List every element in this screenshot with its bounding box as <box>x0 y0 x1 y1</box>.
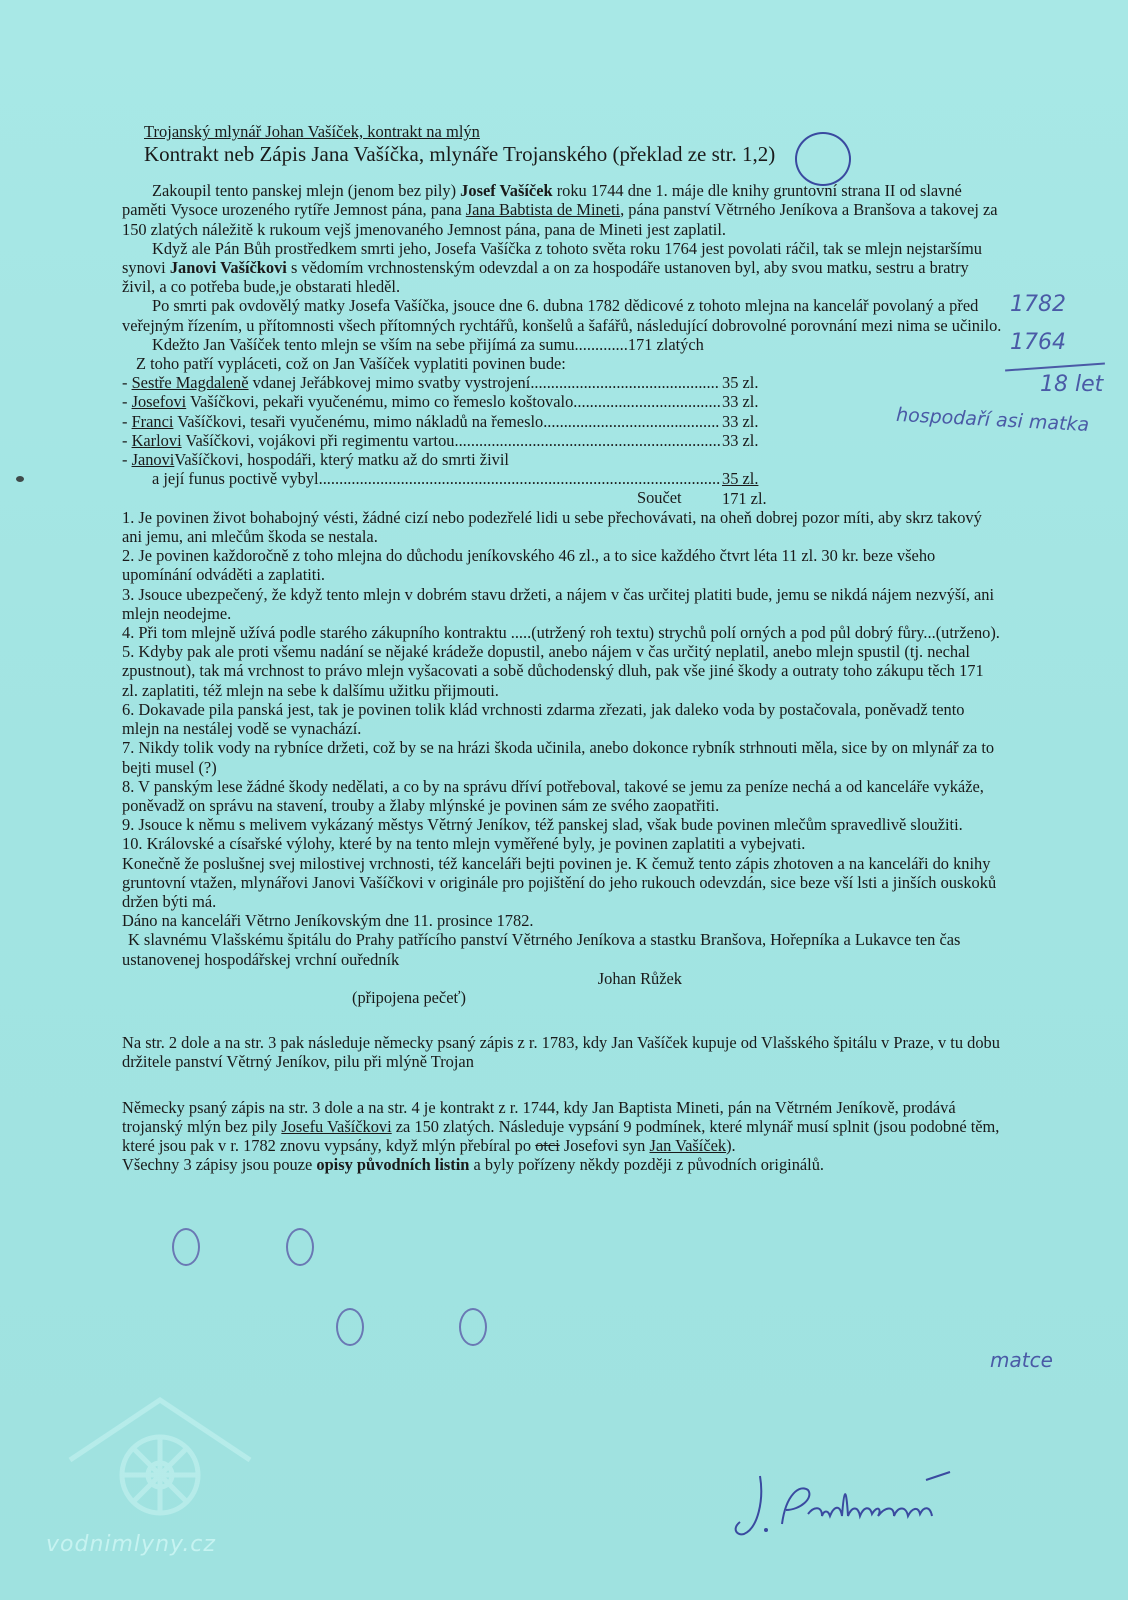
handwritten-remark: hospodaří asi matka <box>895 403 1090 437</box>
closing-office: K slavnému Vlašskému špitálu do Prahy patřícího panství Větrného Jeníkova a stastku Branšova, Hořepníka a Lukavce ten čas ustanovenej hospodářskej vrchní ouředník <box>122 930 961 969</box>
document-subtitle: Trojanský mlynář Johan Vašíček, kontrakt na mlýn <box>144 122 480 141</box>
intro-paragraph-2: Když ale Pán Bůh prostředkem smrti jeho, Josefa Vašíčka z tohoto světa roku 1764 jest povolati ráčil, tak se mlejn nejstaršímu synovi Janovi Vašíčkovi s vědomím vrchnostenským odevzdal a on za hospodáře ustanoven byl, aby svou matku, sestru a bratry živil, a co potřeba bude,je obstarati hleděl. <box>122 238 982 297</box>
document-title: Kontrakt neb Zápis Jana Vašíčka, mlynáře Trojanského (překlad ze str. 1,2) <box>144 142 776 167</box>
handwritten-signature <box>730 1470 970 1550</box>
intro-paragraph-3: Po smrti pak ovdovělý matky Josefa Vašíčka, jsouce dne 6. dubna 1782 dědicové z tohoto mlejna na kancelář povolaný a před veřejným řízením, u přítomnosti všech přítomných rychtářů, konšelů a šafářů, následující dobrovolné porovnání mezi nima se učinilo. <box>122 296 1002 335</box>
payment-row-last-cont: a její funus poctivě vybyl ..... 35 zl. <box>122 469 772 488</box>
document-body <box>122 122 1002 1174</box>
condition-item: 4. Při tom mlejně užívá podle starého zákupního kontraktu .....(utržený roh textu) strychů polí orných a pod půl dobrý fůry...(utrženo). <box>122 623 1000 643</box>
watermark-text: vodnimlyny.cz <box>46 1532 216 1557</box>
handwritten-year-1782: 1782 <box>1010 292 1066 317</box>
intro-paragraph-1: Zakoupil tento panskej mlejn (jenom bez pily) Josef Vašíček roku 1744 dne 1. máje dle knihy gruntovní strana II od slavné paměti Vysoce urozeného rytíře Jemnost pána, pana Jana Babtista de Mineti, pána panství Větrného Jeníkova a Branšova a takovej za 150 zlatých náležitě k rukoum vejš jmenovaného Jemnost pána, pana de Mineti jest zaplatil. <box>122 181 998 239</box>
condition-item: 2. Je povinen každoročně z toho mlejna do důchodu jeníkovského 46 zl., a to sice každého čtvrt léta 11 zl. 30 kr. beze všeho upomínání odváděti a zaplatiti. <box>122 546 936 585</box>
payment-row-last: - JanoviVašíčkovi, hospodáři, který matku až do smrti živil <box>122 450 509 470</box>
page-ref-circle <box>795 132 851 186</box>
condition-item: 3. Jsouce ubezpečený, že když tento mlejn v dobrém stavu držeti, a nájem v čas určitej platiti bude, jemu se nikdá nájem nezvýší, ani mlejn neodejme. <box>122 584 995 623</box>
conditions-list <box>122 508 1002 854</box>
intro-paragraph-5: Z toho patří vypláceti, což on Jan Vašíček vyplatiti povinen bude: <box>136 354 566 374</box>
sum-value-row: 171 zl. <box>722 488 767 508</box>
condition-item: 5. Kdyby pak ale proti všemu nadání se nějaké krádeže dopustil, anebo nájem v čas určitý neplatil, anebo mlejn spustil (tj. nechal zpustnout), tak má vrchnost to právo mlejn vyšacovati a sobě důchodenský dluh, pak vše jiné škody a outraty toho zákupu těch 171 zl. zaplatiti, též mlejn na sebe k dalšímu užitku přijmouti. <box>122 642 984 700</box>
sum-row: Součet <box>637 488 682 508</box>
page-ref-circle-2 <box>172 1228 200 1266</box>
payment-row: - Sestře Magdaleně vdanej Jeřábkovej mimo svatby vystrojení ..... 35 zl. <box>122 373 772 392</box>
payment-list <box>122 373 1002 450</box>
handwritten-subtraction-line <box>1005 363 1105 372</box>
condition-item: 6. Dokavade pila panská jest, tak je povinen tolik klád vrchnosti zdarma zřezati, jak daleko voda by postačovala, poněvadž tento mlejn na nestálej vodě se vynachází. <box>122 699 965 739</box>
stain-mark <box>16 476 24 482</box>
condition-item: 1. Je povinen život bohabojný vésti, žádné cizí nebo podezřelé lidi u sebe přechovávati, na oheň dobrej pozor míti, aby skrz takový ani jemu, ani mlečům škoda se nestala. <box>122 507 982 547</box>
condition-item: 9. Jsouce k němu s melivem vykázaný městys Větrný Jeníkov, též panskej slad, však bude povinen mlečům spravedlivě sloužiti. <box>122 815 963 835</box>
payment-row: - Josefovi Vašíčkovi, pekaři vyučenému, mimo co řemeslo koštovalo ..... 33 zl. <box>122 392 772 411</box>
handwritten-difference: 18 let <box>1040 372 1104 397</box>
condition-item: 7. Nikdy tolik vody na rybníce držeti, což by se na hrázi škoda učinila, anebo dokonce rybník strhnouti měla, sice by on mlynář za to bejti musel (?) <box>122 738 995 777</box>
closing-paragraph: Konečně že poslušnej svej milostivej vrchnosti, též kanceláři bejti povinen je. K čemuž tento zápis zhotoven a na kanceláři do knihy gruntovní vtažen, mlynářovi Janovi Vašíčkovi v originále pro pojištění do jeho rukouch odevzdán, sice beze vší lsti a jinších ouskoků držen býti má. <box>122 853 997 911</box>
payment-row: - Franci Vašíčkovi, tesaři vyučenému, mimo nákladů na řemeslo ..... 33 zl. <box>122 412 772 431</box>
intro-paragraph-4: Kdežto Jan Vašíček tento mlejn se vším na sebe přijímá za sumu.............171 zlatých <box>152 334 704 354</box>
page-ref-circle-3b <box>336 1308 364 1346</box>
note-2: Německy psaný zápis na str. 3 dole a na str. 4 je kontrakt z r. 1744, kdy Jan Baptista Mineti, pán na Větrném Jeníkově, prodává trojanský mlýn bez pily Josefu Vašíčkovi za 150 zlatých. Následuje vypsání 9 podmínek, které mlynář musí splnit (jsou podobné těm, které jsou pak v r. 1782 znovu vypsány, když mlýn přebíral po otci Josefovi syn Jan Vašíček). <box>122 1097 1000 1155</box>
closing-date: Dáno na kanceláři Větrno Jeníkovským dne 11. prosince 1782. <box>122 911 534 931</box>
condition-item: 10. Královské a císařské výlohy, které by na tento mlejn vyměřené byly, je povinen zaplatiti a vybejvati. <box>122 834 806 854</box>
payment-row: - Karlovi Vašíčkovi, vojákovi při regimentu vartou ..... 33 zl. <box>122 431 772 450</box>
note-3: Všechny 3 zápisy jsou pouze opisy původních listin a byly pořízeny někdy později z původních originálů. <box>122 1155 825 1175</box>
condition-item: 8. V panským lese žádné škody nedělati, a co by na správu dříví potřeboval, takové se jemu za peníze nechá a od kanceláře vykáže, poněvadž on správu na stavení, trouby a žlaby mlýnské je povinen sám ze svého zaopatřiti. <box>122 776 984 815</box>
page-ref-circle-3 <box>286 1228 314 1266</box>
page-ref-circle-4 <box>459 1308 487 1346</box>
handwritten-year-1764: 1764 <box>1010 330 1066 355</box>
note-1: Na str. 2 dole a na str. 3 pak následuje německy psaný zápis z r. 1783, kdy Jan Vašíček kupuje od Vlašského špitálu v Praze, v tu dobu držitele panství Větrný Jeníkov, pilu při mlýně Trojan <box>122 1033 1000 1072</box>
seal-note: (připojena pečeť) <box>352 987 466 1007</box>
handwritten-matce: matce <box>990 1348 1053 1372</box>
signer-name: Johan Růžek <box>597 968 682 988</box>
